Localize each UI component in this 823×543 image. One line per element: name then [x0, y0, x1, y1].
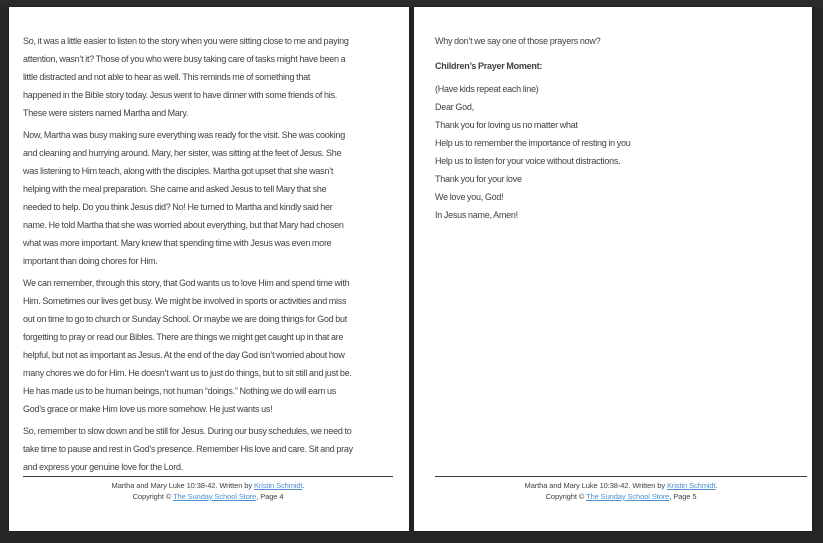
text-line: important than doing chores for Him. — [23, 256, 158, 266]
store-link[interactable]: The Sunday School Store — [173, 491, 257, 501]
prayer-line: Help us to listen for your voice without distractions. — [435, 156, 621, 166]
page-4-footer — [23, 476, 393, 502]
prayer-line: (Have kids repeat each line) — [435, 84, 539, 94]
text-line: take time to pause and rest in God’s presence. Remember His love and care. Sit and pray — [23, 444, 353, 454]
copyright-text: Copyright © — [132, 491, 174, 501]
text-line: name. He told Martha that she was worried about everything, but that Mary had chosen — [23, 220, 344, 230]
text-line: needed to help. Do you think Jesus did? No! He turned to Martha and kindly said her — [23, 202, 333, 212]
prayer-line: Dear God, — [435, 102, 474, 112]
text-line: So, it was a little easier to listen to the story when you were sitting close to me and paying — [23, 36, 349, 46]
credit-period: . — [715, 481, 718, 490]
text-line: forgetting to pray or read our Bibles. There are things we might get caught up in that are — [23, 332, 344, 342]
text-line: He has made us to be human beings, not human “doings.” Nothing we do will earn us — [23, 386, 337, 396]
text-line: helping with the meal preparation. She came and asked Jesus to tell Mary that she — [23, 184, 327, 194]
text-line: God’s grace or make Him love us more somehow. He just wants us! — [23, 404, 273, 414]
text-line: helpful, but not as important as Jesus. At the end of the day God isn’t worried about how — [23, 350, 345, 360]
copyright-line — [23, 492, 393, 503]
text-line: out on time to go to church or Sunday School. Or maybe we are doing things for God but — [23, 314, 348, 324]
page-5-body-text — [435, 32, 804, 224]
text-line: We can remember, through this story, that God wants us to love Him and spend time with — [23, 278, 350, 288]
copyright-line — [435, 492, 807, 503]
page-4-body-text — [23, 32, 395, 476]
text-line: These were sisters named Martha and Mary. — [23, 108, 189, 118]
page-number-text: , Page 5 — [669, 491, 697, 501]
prayer-line: Children’s Prayer Moment: — [435, 61, 543, 71]
text-line: Him. Sometimes our lives get busy. We might be involved in sports or activities and miss — [23, 296, 347, 306]
text-line: many chores we do for Him. He doesn’t want us to just do things, but to sit still and just be. — [23, 368, 352, 378]
text-line: So, remember to slow down and be still for Jesus. During our busy schedules, we need to — [23, 426, 352, 436]
text-line: and cleaning and hurrying around. Mary, her sister, was sitting at the feet of Jesus. She — [23, 148, 342, 158]
prayer-line: In Jesus name, Amen! — [435, 210, 518, 220]
author-link[interactable]: Kristin Schmidt — [666, 481, 716, 490]
prayer-line: Help us to remember the importance of resting in you — [435, 138, 631, 148]
text-line: Now, Martha was busy making sure everything was ready for the visit. She was cooking — [23, 130, 346, 140]
page-number-text: , Page 4 — [256, 491, 284, 501]
text-line: happened in the Bible story today. Jesus went to have dinner with some friends of his. — [23, 90, 338, 100]
prayer-line: Thank you for your love — [435, 174, 522, 184]
text-line: and express your genuine love for the Lord. — [23, 462, 184, 472]
credit-line — [435, 481, 807, 492]
credit-text: Martha and Mary Luke 10:38-42. Written by — [111, 481, 254, 490]
author-link[interactable]: Kristin Schmidt — [253, 481, 303, 490]
credit-line — [23, 481, 393, 492]
page-5-footer — [435, 476, 807, 502]
copyright-text: Copyright © — [545, 491, 587, 501]
prayer-line: Why don’t we say one of those prayers now? — [435, 36, 601, 46]
document-page-4 — [9, 7, 409, 531]
credit-period: . — [302, 481, 305, 490]
prayer-line: Thank you for loving us no matter what — [435, 120, 578, 130]
text-line: what was more important. Mary knew that spending time with Jesus was even more — [23, 238, 332, 248]
viewer-top-bar — [0, 0, 823, 7]
text-line: little distracted and not able to hear as well. This reminds me of something that — [23, 72, 311, 82]
document-page-5 — [414, 7, 812, 531]
store-link[interactable]: The Sunday School Store — [586, 491, 670, 501]
prayer-line: We love you, God! — [435, 192, 504, 202]
text-line: was listening to Him teach, along with the disciples. Martha got upset that she wasn’t — [23, 166, 334, 176]
text-line: attention, wasn’t it? Those of you who were busy taking care of tasks might have been a — [23, 54, 346, 64]
credit-text: Martha and Mary Luke 10:38-42. Written by — [524, 481, 667, 490]
